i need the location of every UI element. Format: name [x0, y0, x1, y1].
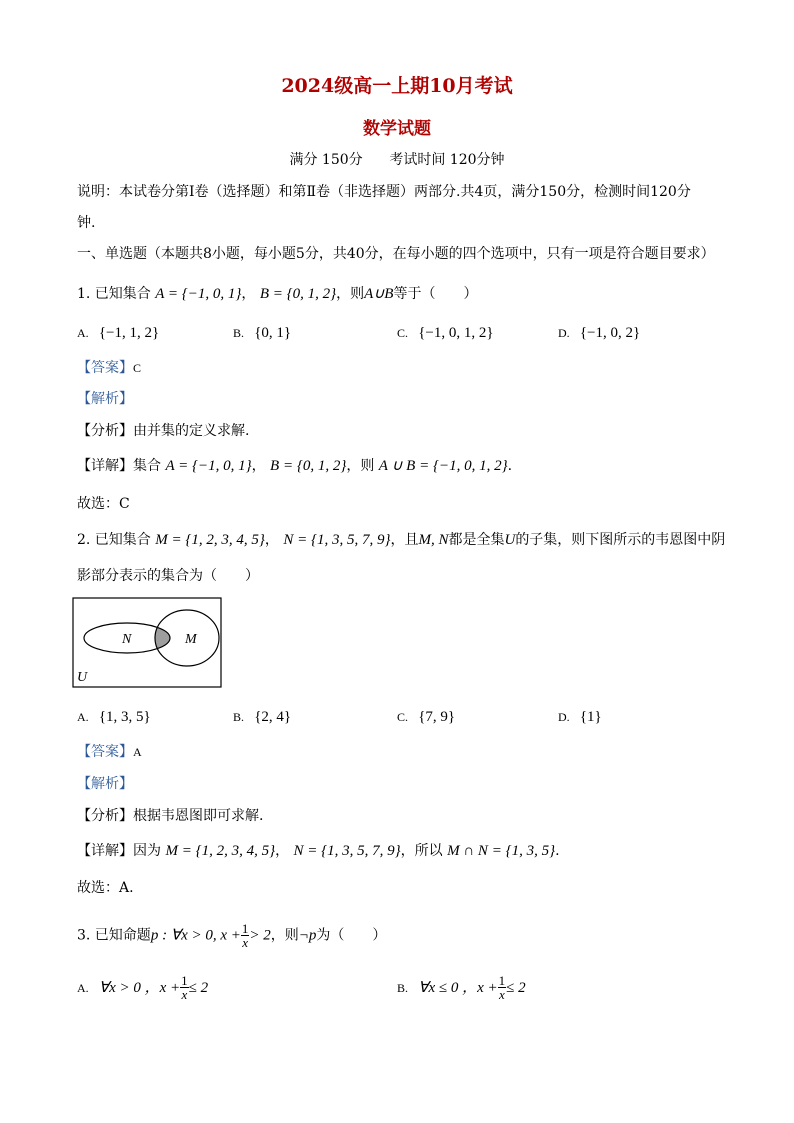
- q2-analysis-tag: 【解析】: [77, 776, 133, 792]
- detail-math-1: M = {1, 2, 3, 4, 5}: [165, 843, 276, 859]
- q3-suffix-a: ，则: [270, 927, 299, 944]
- q3-option-a[interactable]: [77, 974, 208, 1001]
- question-2-stem: [77, 530, 725, 550]
- q2-option-c[interactable]: [397, 706, 455, 726]
- option-fraction: [180, 974, 189, 1001]
- q1-option-b[interactable]: [233, 322, 291, 342]
- q1-answer: [77, 358, 141, 378]
- instructions-line1: 说明：本试卷分第Ⅰ卷（选择题）和第Ⅱ卷（非选择题）两部分.共4页，满分150分，检测时间120分: [77, 184, 691, 200]
- option-value: {−1, 0, 1, 2}: [418, 325, 494, 341]
- detail-pre: 集合: [133, 458, 161, 474]
- option-value: {2, 4}: [254, 709, 292, 725]
- option-value: {1}: [579, 709, 602, 725]
- q2-prefix: 2. 已知集合: [77, 532, 151, 548]
- detail-mid-2: ，则: [346, 458, 375, 474]
- instructions-line2: 钟.: [77, 215, 96, 231]
- option-expr-post: ≤ 2: [188, 980, 209, 996]
- option-value: {0, 1}: [254, 325, 292, 341]
- q3-proposition-end: > 2: [249, 927, 271, 944]
- exam-title: 2024级高一上期10月考试: [281, 75, 513, 97]
- q2-comma: ，: [264, 532, 279, 548]
- q1-set-b: B = {0, 1, 2}: [259, 286, 337, 302]
- answer-value: C: [133, 361, 142, 375]
- exam-subtitle: 数学试题: [363, 119, 431, 139]
- q2-set-m: M = {1, 2, 3, 4, 5}: [155, 532, 265, 548]
- detail-end: .: [555, 843, 560, 859]
- q3-option-b[interactable]: [397, 974, 526, 1001]
- q2-choose: 故选：A.: [77, 880, 134, 896]
- option-label: A.: [77, 326, 89, 340]
- detail-mid-2: ，所以: [400, 843, 443, 859]
- q1-analysis-tag: 【解析】: [77, 391, 133, 407]
- fenxi-tag: 【分析】: [77, 808, 133, 824]
- detail-math-3: A ∪ B = {−1, 0, 1, 2}: [378, 458, 508, 474]
- fraction-numerator: 1: [181, 973, 188, 988]
- option-label: B.: [233, 710, 245, 724]
- q2-answer: [77, 742, 142, 762]
- venn-label-m: M: [185, 632, 197, 647]
- venn-label-n: N: [122, 632, 132, 647]
- option-label: A.: [77, 981, 89, 995]
- detail-mid-1: ，: [251, 458, 266, 474]
- q1-option-c[interactable]: [397, 322, 494, 342]
- detail-end: .: [507, 458, 513, 474]
- fraction-numerator: 1: [241, 921, 249, 936]
- q1-option-a[interactable]: [77, 322, 159, 342]
- option-label: D.: [558, 326, 570, 340]
- q1-choose: 故选：C: [77, 496, 130, 512]
- q1-mid: ，则: [336, 286, 365, 302]
- option-label: C.: [397, 710, 409, 724]
- q2-detail: [77, 841, 560, 861]
- detail-tag: 【详解】: [77, 843, 133, 859]
- detail-mid-1: ，: [275, 843, 290, 859]
- q1-fenxi: [77, 421, 249, 441]
- detail-math-1: A = {−1, 0, 1}: [165, 458, 252, 474]
- option-expr-post: ≤ 2: [506, 980, 526, 996]
- q2-mn: M, N: [418, 532, 449, 548]
- venn-label-u: U: [77, 670, 88, 685]
- q3-suffix-b: 为（ ）: [316, 927, 387, 944]
- q2-mid: ，且: [390, 532, 419, 548]
- q1-comma: ，: [241, 286, 256, 302]
- question-3-stem: [77, 922, 386, 949]
- fraction-denominator: x: [242, 935, 249, 950]
- option-label: D.: [558, 710, 570, 724]
- option-label: B.: [233, 326, 245, 340]
- fenxi-text: 由并集的定义求解.: [133, 423, 250, 439]
- q1-expr: A∪B: [364, 286, 394, 302]
- section-heading: 一、单选题（本题共8小题，每小题5分，共40分，在每小题的四个选项中，只有一项是符合题目要求）: [77, 246, 715, 262]
- fraction-numerator: 1: [498, 973, 506, 988]
- q1-suffix: 等于（ ）: [393, 286, 478, 302]
- q2-option-d[interactable]: [558, 706, 602, 726]
- detail-math-2: B = {0, 1, 2}: [270, 458, 347, 474]
- question-1-stem: [77, 284, 477, 304]
- option-value: {7, 9}: [418, 709, 456, 725]
- q1-set-a: A = {−1, 0, 1}: [155, 286, 242, 302]
- fraction-denominator: x: [498, 987, 505, 1002]
- q2-option-a[interactable]: [77, 706, 151, 726]
- detail-math-3: M ∩ N = {1, 3, 5}: [447, 843, 556, 859]
- option-label: C.: [397, 326, 409, 340]
- option-value: {−1, 1, 2}: [98, 325, 160, 341]
- q1-prefix: 1. 已知集合: [77, 286, 151, 302]
- q2-option-b[interactable]: [233, 706, 291, 726]
- detail-pre: 因为: [133, 843, 161, 859]
- question-2-stem-line2: 影部分表示的集合为（ ）: [77, 568, 259, 584]
- option-value: {−1, 0, 2}: [579, 325, 641, 341]
- q2-suffix: 的子集，则下图所示的韦恩图中阴: [515, 532, 726, 548]
- detail-math-2: N = {1, 3, 5, 7, 9}: [293, 843, 401, 859]
- option-expr-pre: ∀x ≤ 0 ，x +: [418, 980, 498, 996]
- option-fraction: [498, 974, 507, 1001]
- option-expr-pre: ∀x > 0 ，x +: [98, 980, 181, 996]
- fenxi-text: 根据韦恩图即可求解.: [133, 808, 264, 824]
- q1-detail: [77, 456, 512, 476]
- q3-negation: ¬p: [298, 927, 317, 944]
- venn-diagram: [72, 597, 224, 689]
- q2-mid2: 都是全集: [448, 532, 505, 548]
- detail-tag: 【详解】: [77, 458, 133, 474]
- q2-set-n: N = {1, 3, 5, 7, 9}: [283, 532, 391, 548]
- q1-option-d[interactable]: [558, 322, 640, 342]
- answer-tag: 【答案】: [77, 744, 133, 760]
- q2-u: U: [504, 532, 516, 548]
- fraction-denominator: x: [181, 987, 188, 1002]
- q3-proposition: p : ∀x > 0, x +: [150, 927, 241, 944]
- answer-tag: 【答案】: [77, 360, 133, 376]
- exam-info: 满分 150分 考试时间 120分钟: [289, 152, 505, 168]
- q2-fenxi: [77, 806, 263, 826]
- option-value: {1, 3, 5}: [98, 709, 151, 725]
- q3-prefix: 3. 已知命题: [77, 927, 151, 944]
- answer-value: A: [133, 745, 142, 759]
- fenxi-tag: 【分析】: [77, 423, 133, 439]
- option-label: B.: [397, 981, 409, 995]
- option-label: A.: [77, 710, 89, 724]
